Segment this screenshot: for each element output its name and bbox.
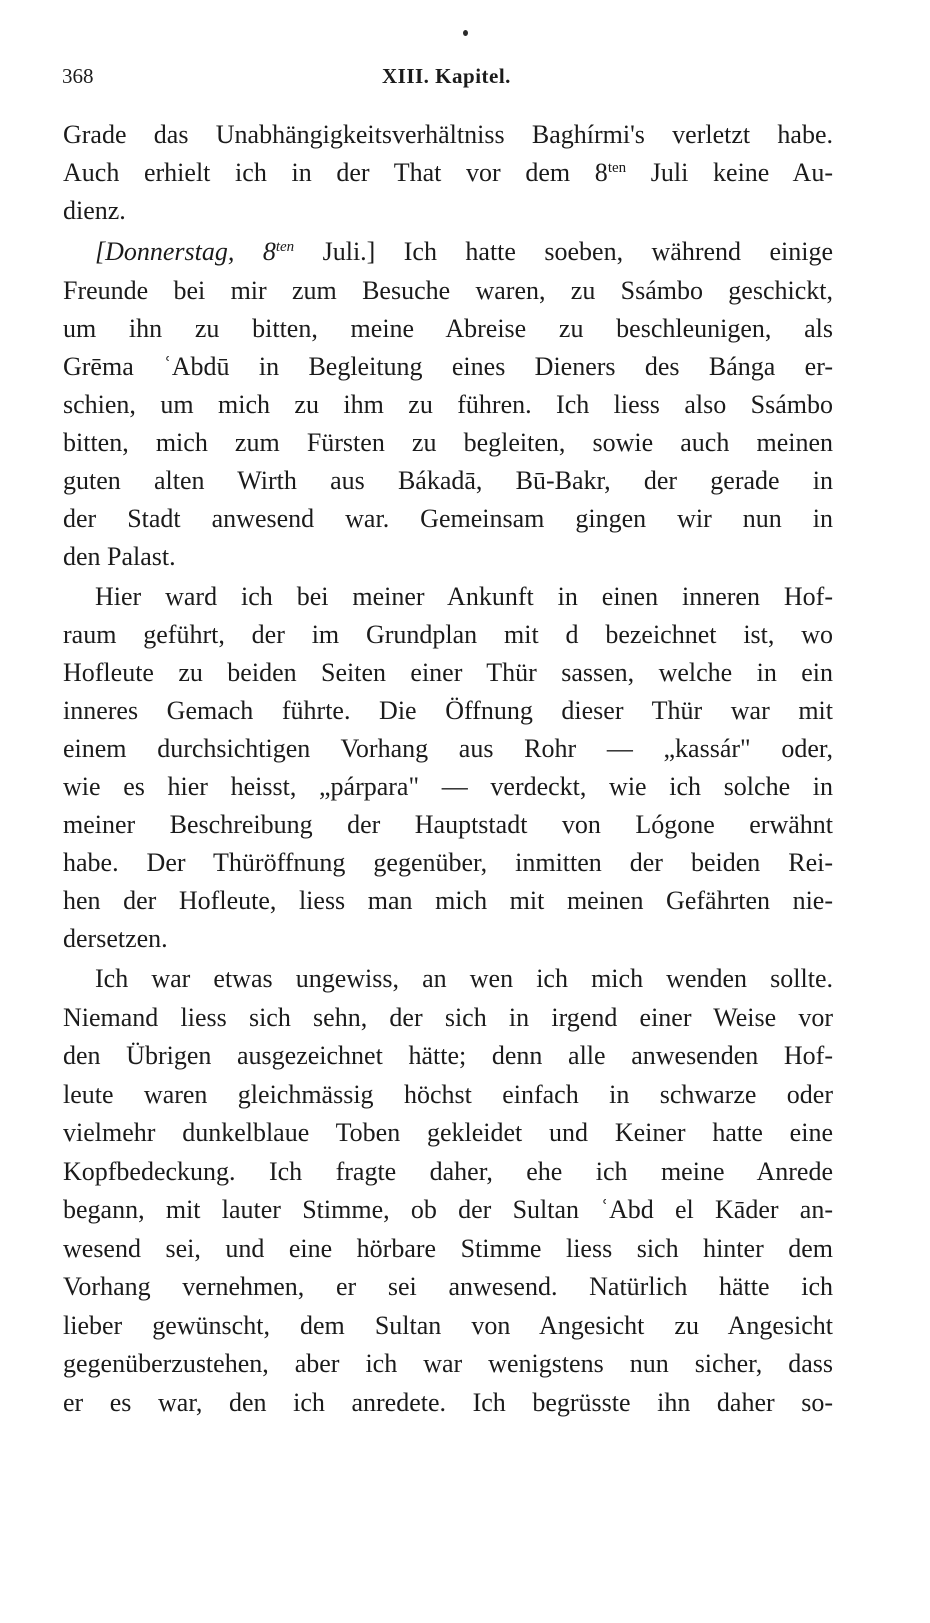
text-line: lieber gewünscht, dem Sultan von Angesicht zu Angesicht [63,1311,833,1340]
text-line: um ihn zu bitten, meine Abreise zu beschleunigen, als [63,314,833,343]
running-head: XIII. Kapitel. [382,64,511,88]
text-line: Freunde bei mir zum Besuche waren, zu Ssámbo geschickt, [63,276,833,305]
text-line: raum geführt, der im Grundplan mit d bezeichnet ist, wo [63,620,833,649]
text-line: hen der Hofleute, liess man mich mit meinen Gefährten nie- [63,886,833,915]
text-line: habe. Der Thüröffnung gegenüber, inmitten der beiden Rei- [63,848,833,877]
text-line: wesend sei, und eine hörbare Stimme liess sich hinter dem [63,1234,833,1263]
text-line: Niemand liess sich sehn, der sich in irgend einer Weise vor [63,1003,833,1032]
page-number: 368 [62,64,94,88]
text-line: Hier ward ich bei meiner Ankunft in einen inneren Hof- [95,582,833,611]
text-line: Ich war etwas ungewiss, an wen ich mich wenden sollte. [95,964,833,993]
text-line: Hofleute zu beiden Seiten einer Thür sassen, welche in ein [63,658,833,687]
text-line: Kopfbedeckung. Ich fragte daher, ehe ich meine Anrede [63,1157,833,1186]
text-line: Grade das Unabhängigkeitsverhältniss Baghírmi's verletzt habe. [63,120,833,149]
text-line: der Stadt anwesend war. Gemeinsam gingen wir nun in [63,504,833,533]
text-line: er es war, den ich anredete. Ich begrüsste ihn daher so- [63,1388,833,1417]
ink-speck [463,30,468,36]
text-line: den Übrigen ausgezeichnet hätte; denn alle anwesenden Hof- [63,1041,833,1070]
page-header [62,64,832,94]
text-line: vielmehr dunkelblaue Toben gekleidet und Keiner hatte eine [63,1118,833,1147]
text-line: dersetzen. [63,924,168,953]
text-line: den Palast. [63,542,176,571]
text-line: Auch erhielt ich in der That vor dem $8^{ten}$ Juli keine Au- [63,158,833,187]
text-line: Vorhang vernehmen, er sei anwesend. Natürlich hätte ich [63,1272,833,1301]
text-line: dienz. [63,196,126,225]
text-line: gegenüberzustehen, aber ich war wenigstens nun sicher, dass [63,1349,833,1378]
text-line: [Donnerstag, $8^{ten}$ Juli.] Ich hatte soeben, während einige [95,237,833,266]
text-line: schien, um mich zu ihm zu führen. Ich liess also Ssámbo [63,390,833,419]
text-line: meiner Beschreibung der Hauptstadt von Lógone erwähnt [63,810,833,839]
text-line: bitten, mich zum Fürsten zu begleiten, sowie auch meinen [63,428,833,457]
text-line: leute waren gleichmässig höchst einfach in schwarze oder [63,1080,833,1109]
text-line: begann, mit lauter Stimme, ob der Sultan ʿAbd el Kāder an- [63,1195,833,1224]
text-line: guten alten Wirth aus Bákadā, Bū-Bakr, der gerade in [63,466,833,495]
text-line: inneres Gemach führte. Die Öffnung dieser Thür war mit [63,696,833,725]
text-line: Grēma ʿAbdū in Begleitung eines Dieners des Bánga er- [63,352,833,381]
text-line: einem durchsichtigen Vorhang aus Rohr — „kassár" oder, [63,734,833,763]
text-line: wie es hier heisst, „párpara" — verdeckt, wie ich solche in [63,772,833,801]
